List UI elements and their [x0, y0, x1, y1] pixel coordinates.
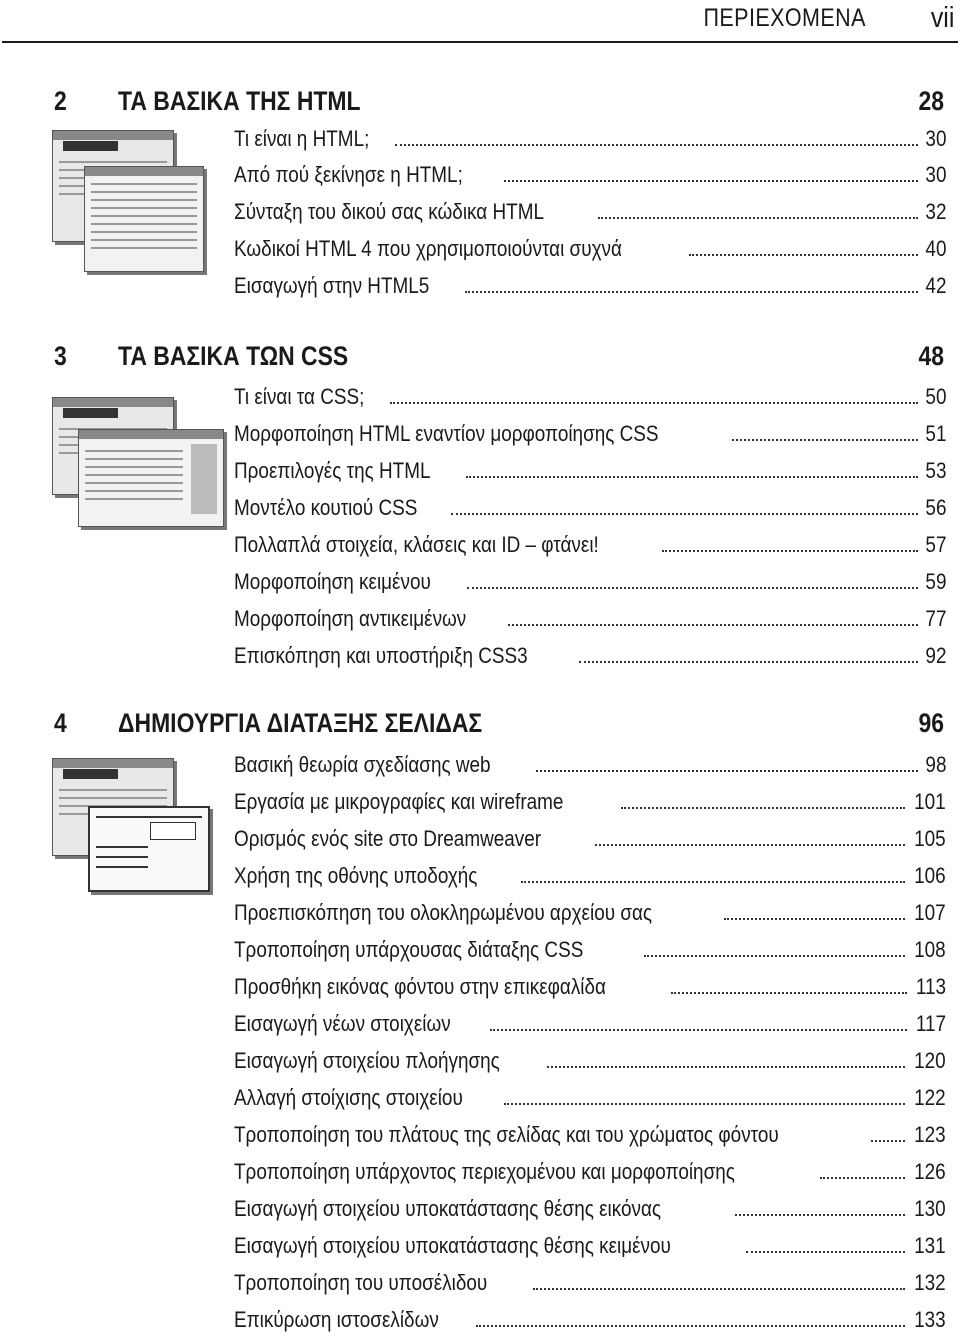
- toc-entry[interactable]: Εισαγωγή στην HTML5 42: [234, 273, 946, 298]
- dot-leader: [508, 608, 917, 626]
- dot-leader: [595, 828, 905, 846]
- wireframe-sketch: [88, 806, 210, 892]
- dot-leader: [547, 1050, 905, 1068]
- dot-leader: [689, 238, 917, 256]
- dot-leader: [504, 1087, 905, 1105]
- dot-leader: [732, 423, 918, 441]
- toc-entry[interactable]: Εισαγωγή στοιχείου υποκατάστασης θέσης εικόνας 130: [234, 1196, 946, 1221]
- toc-entry[interactable]: Ορισμός ενός site στο Dreamweaver 105: [234, 826, 946, 851]
- chapter-thumbnail: [52, 130, 212, 270]
- chapter-page: 28: [918, 86, 944, 116]
- chapter-4: [0, 708, 960, 1332]
- dot-leader: [871, 1124, 905, 1142]
- chapter-number: 4: [54, 708, 67, 738]
- chapter-heading: [0, 341, 960, 381]
- dot-leader: [662, 534, 917, 552]
- dot-leader: [644, 939, 905, 957]
- toc-entry[interactable]: Κωδικοί HTML 4 που χρησιμοποιούνται συχνά 40: [234, 236, 946, 261]
- toc-entry[interactable]: Εισαγωγή νέων στοιχείων 117: [234, 1011, 946, 1036]
- toc-entry[interactable]: Αλλαγή στοίχισης στοιχείου 122: [234, 1085, 946, 1110]
- dot-leader: [579, 645, 917, 663]
- chapter-page: 48: [918, 341, 944, 371]
- dot-leader: [467, 571, 918, 589]
- toc-entry[interactable]: Προεπιλογές της HTML 53: [234, 458, 946, 483]
- dot-leader: [504, 164, 917, 182]
- toc-entry[interactable]: Επισκόπηση και υποστήριξη CSS3 92: [234, 643, 946, 668]
- dot-leader: [533, 1272, 906, 1290]
- dot-leader: [820, 1161, 905, 1179]
- toc-entry[interactable]: Μοντέλο κουτιού CSS 56: [234, 495, 946, 520]
- dot-leader: [724, 902, 905, 920]
- chapter-page: 96: [918, 708, 944, 738]
- dot-leader: [451, 497, 917, 515]
- chapter-3: [0, 341, 960, 668]
- toc-entry[interactable]: Τροποποίηση υπάρχοντος περιεχομένου και μορφοποίησης 126: [234, 1159, 946, 1184]
- dot-leader: [598, 201, 917, 219]
- toc-entry[interactable]: Μορφοποίηση αντικειμένων 77: [234, 606, 946, 631]
- toc-entry[interactable]: Σύνταξη του δικού σας κώδικα HTML 32: [234, 199, 946, 224]
- chapter-2: [0, 86, 960, 298]
- dot-leader: [735, 1198, 906, 1216]
- toc-entry[interactable]: Χρήση της οθόνης υποδοχής 106: [234, 863, 946, 888]
- chapter-heading: [0, 86, 960, 126]
- toc-entry[interactable]: Τι είναι τα CSS; 50: [234, 384, 946, 409]
- toc-entry[interactable]: Τι είναι η HTML; 30: [234, 126, 946, 151]
- toc-entry[interactable]: Εισαγωγή στοιχείου υποκατάστασης θέσης κειμένου 131: [234, 1233, 946, 1258]
- toc-entry[interactable]: Επικύρωση ιστοσελίδων 133: [234, 1307, 946, 1332]
- toc-entry[interactable]: Προεπισκόπηση του ολοκληρωμένου αρχείου σας 107: [234, 900, 946, 925]
- toc-entry[interactable]: Βασική θεωρία σχεδίασης web 98: [234, 752, 946, 777]
- dot-leader: [621, 791, 905, 809]
- dot-leader: [671, 976, 907, 994]
- header-rule: [2, 41, 958, 43]
- screenshot-front: [84, 166, 204, 272]
- chapter-thumbnail: [52, 758, 212, 894]
- page-number: vii: [930, 2, 954, 34]
- dot-leader: [465, 275, 917, 293]
- dot-leader: [490, 1013, 907, 1031]
- screenshot-front: [78, 429, 224, 527]
- chapter-title: ΤΑ ΒΑΣΙΚΑ ΤΩΝ CSS: [118, 341, 349, 371]
- running-header-title: ΠΕΡΙΕΧΟΜΕΝΑ: [703, 4, 866, 32]
- toc-entry[interactable]: Προσθήκη εικόνας φόντου στην επικεφαλίδα 113: [234, 974, 946, 999]
- toc-entry[interactable]: Πολλαπλά στοιχεία, κλάσεις και ID – φτάνει! 57: [234, 532, 946, 557]
- chapter-number: 3: [54, 341, 67, 371]
- toc-entry[interactable]: Μορφοποίηση HTML εναντίον μορφοποίησης CSS 51: [234, 421, 946, 446]
- chapter-heading: [0, 708, 960, 748]
- dot-leader: [536, 754, 917, 772]
- toc-entry[interactable]: Τροποποίηση του υποσέλιδου 132: [234, 1270, 946, 1295]
- dot-leader: [466, 460, 917, 478]
- toc-entry[interactable]: Από πού ξεκίνησε η HTML; 30: [234, 162, 946, 187]
- chapter-title: ΤΑ ΒΑΣΙΚΑ ΤΗΣ HTML: [118, 86, 361, 116]
- toc-entry[interactable]: Εισαγωγή στοιχείου πλοήγησης 120: [234, 1048, 946, 1073]
- chapter-number: 2: [54, 86, 67, 116]
- dot-leader: [395, 128, 917, 146]
- dot-leader: [476, 1309, 905, 1327]
- dot-leader: [521, 865, 905, 883]
- chapter-title: ΔΗΜΙΟΥΡΓΙΑ ΔΙΑΤΑΞΗΣ ΣΕΛΙΔΑΣ: [118, 708, 483, 738]
- running-header: [0, 0, 960, 42]
- toc-entry[interactable]: Μορφοποίηση κειμένου 59: [234, 569, 946, 594]
- toc-entry[interactable]: Τροποποίηση του πλάτους της σελίδας και του χρώματος φόντου 123: [234, 1122, 946, 1147]
- toc-entry[interactable]: Εργασία με μικρογραφίες και wireframe 101: [234, 789, 946, 814]
- chapter-thumbnail: [52, 397, 212, 529]
- dot-leader: [746, 1235, 905, 1253]
- toc-entry[interactable]: Τροποποίηση υπάρχουσας διάταξης CSS 108: [234, 937, 946, 962]
- dot-leader: [390, 386, 918, 404]
